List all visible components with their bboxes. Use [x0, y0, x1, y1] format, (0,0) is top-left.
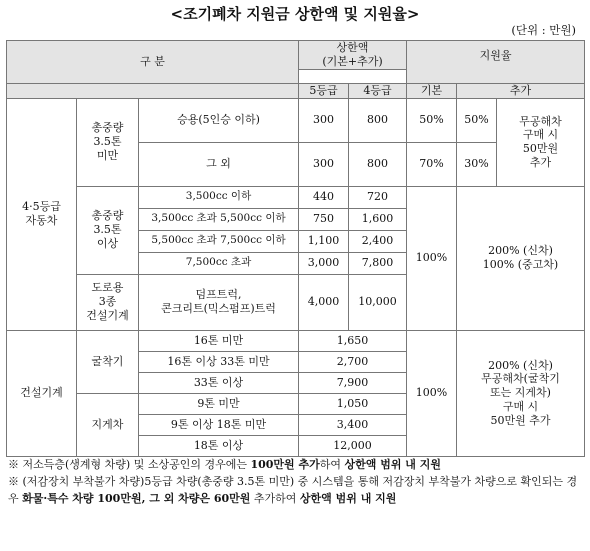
- g5-cell: 4,000: [299, 274, 349, 330]
- g4-cell: 7,800: [349, 252, 407, 274]
- g5-cell: 300: [299, 142, 349, 186]
- basic-rate: 50%: [407, 98, 457, 142]
- header-cap: 상한액 (기본+추가): [299, 41, 407, 70]
- g4-cell: 800: [349, 142, 407, 186]
- subsidy-table: [6, 40, 585, 457]
- header-category: 구 분: [7, 41, 299, 84]
- value-cell: 7,900: [299, 372, 407, 393]
- footnote-1: ※ 저소득층(생계형 차량) 및 소상공인의 경우에는 100만원 추가하여 상한액 범위 내 지원: [8, 458, 442, 471]
- g4-cell: 1,600: [349, 208, 407, 230]
- type-cell: 9톤 이상 18톤 미만: [139, 414, 299, 435]
- page-title: <조기폐차 지원금 상한액 및 지원율>: [170, 5, 420, 23]
- type-cell: 3,500cc 이하: [139, 186, 299, 208]
- header-basic: 기본: [407, 83, 457, 98]
- header-rate: 지원율: [407, 41, 585, 84]
- type-cell: 7,500cc 초과: [139, 252, 299, 274]
- extra-rate: 50%: [457, 98, 497, 142]
- forklift-label: 지게차: [77, 393, 139, 456]
- header-extra: 추가: [457, 83, 585, 98]
- header-grade5: 5등급: [299, 83, 349, 98]
- excavator-label: 굴착기: [77, 330, 139, 393]
- type-cell: 덤프트럭, 콘크리트(믹스펌프)트럭: [139, 274, 299, 330]
- vehicle-basic-rate: 100%: [407, 186, 457, 330]
- extra-note: 무공해차 구매 시 50만원 추가: [497, 98, 585, 186]
- g4-cell: 720: [349, 186, 407, 208]
- basic-rate: 70%: [407, 142, 457, 186]
- machinery-extra-rate: 200% (신차) 무공해차(굴착기 또는 지게차) 구매 시 50만원 추가: [457, 330, 585, 456]
- vehicle-extra-rate: 200% (신차) 100% (중고차): [457, 186, 585, 330]
- machinery-basic-rate: 100%: [407, 330, 457, 456]
- value-cell: 1,050: [299, 393, 407, 414]
- type-cell: 33톤 이상: [139, 372, 299, 393]
- type-cell: 16톤 이상 33톤 미만: [139, 351, 299, 372]
- type-cell: 9톤 미만: [139, 393, 299, 414]
- value-cell: 12,000: [299, 435, 407, 456]
- g5-cell: 440: [299, 186, 349, 208]
- type-cell: 승용(5인승 이하): [139, 98, 299, 142]
- g4-cell: 800: [349, 98, 407, 142]
- g5-cell: 3,000: [299, 252, 349, 274]
- g5-cell: 750: [299, 208, 349, 230]
- footnote-2: ※ (저감장치 부착불가 차량)5등급 차량(총중량 3.5톤 미만) 중 시스템을 통해 저감장치 부착불가 차량으로 확인되는 경우 화물·특수 차량 100만원, 그 외 차량은 60만원 추가하여 상한액 범위 내 지원: [8, 475, 578, 505]
- construction3-label: 도로용 3종 건설기계: [77, 274, 139, 330]
- g5-cell: 1,100: [299, 230, 349, 252]
- extra-rate: 30%: [457, 142, 497, 186]
- value-cell: 3,400: [299, 414, 407, 435]
- footnotes: [8, 456, 584, 507]
- type-cell: 3,500cc 초과 5,500cc 이하: [139, 208, 299, 230]
- g5-cell: 300: [299, 98, 349, 142]
- value-cell: 1,650: [299, 330, 407, 351]
- type-cell: 16톤 미만: [139, 330, 299, 351]
- value-cell: 2,700: [299, 351, 407, 372]
- type-cell: 18톤 이상: [139, 435, 299, 456]
- g4-cell: 10,000: [349, 274, 407, 330]
- under35-label: 총중량 3.5톤 미만: [77, 98, 139, 186]
- over35-label: 총중량 3.5톤 이상: [77, 186, 139, 274]
- unit-label: (단위 : 만원): [511, 23, 576, 37]
- type-cell: 5,500cc 초과 7,500cc 이하: [139, 230, 299, 252]
- type-cell: 그 외: [139, 142, 299, 186]
- header-grade4: 4등급: [349, 83, 407, 98]
- vehicle-group: 4·5등급 자동차: [7, 98, 77, 330]
- g4-cell: 2,400: [349, 230, 407, 252]
- machinery-group: 건설기계: [7, 330, 77, 456]
